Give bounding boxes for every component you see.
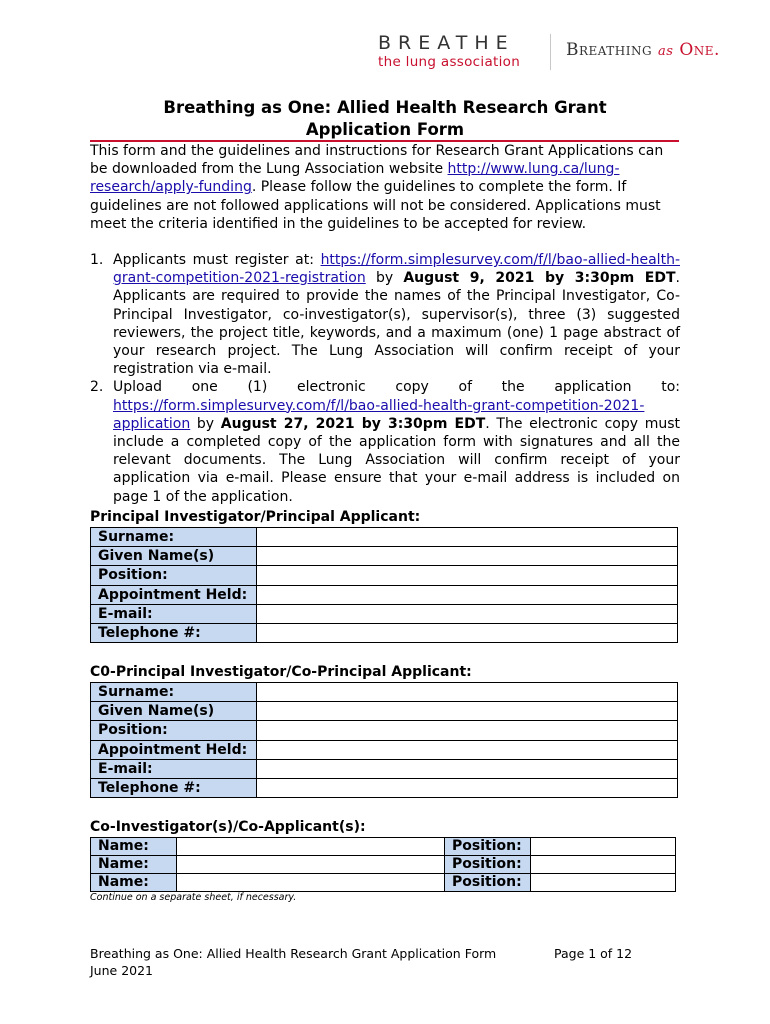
coinv-position-label: Position: — [445, 874, 531, 892]
logo-divider — [550, 34, 551, 70]
pi-email-field[interactable] — [257, 604, 678, 623]
copi-given-name-field[interactable] — [257, 702, 678, 721]
bao-word-breathing: Breathing — [566, 40, 653, 60]
coinv-position-label: Position: — [445, 856, 531, 874]
table-row — [91, 702, 678, 721]
step-2 — [90, 378, 680, 505]
bao-word-as: as — [658, 44, 674, 59]
step-text: by — [190, 415, 221, 432]
pi-heading: Principal Investigator/Principal Applicant: — [90, 509, 421, 525]
coinv-position-field[interactable] — [531, 874, 676, 892]
table-row — [91, 528, 678, 547]
step-text: by — [365, 270, 404, 287]
pi-telephone-field[interactable] — [257, 624, 678, 643]
copi-appointment-field[interactable] — [257, 740, 678, 759]
step-number: 1. — [90, 252, 104, 268]
application-deadline: August 27, 2021 by 3:30pm EDT — [220, 415, 486, 432]
coinv-name-label: Name: — [91, 838, 177, 856]
steps-list — [90, 251, 680, 506]
coinv-name-label: Name: — [91, 874, 177, 892]
copi-heading: C0-Principal Investigator/Co-Principal Applicant: — [90, 664, 472, 680]
copi-telephone-field[interactable] — [257, 779, 678, 798]
table-row — [91, 547, 678, 566]
pi-position-field[interactable] — [257, 566, 678, 585]
page-footer — [90, 945, 496, 979]
table-row — [91, 759, 678, 778]
coinv-name-field[interactable] — [177, 874, 445, 892]
document-title — [90, 97, 680, 141]
copi-surname-label: Surname: — [91, 683, 257, 702]
coinv-heading: Co-Investigator(s)/Co-Applicant(s): — [90, 819, 366, 835]
copi-table — [90, 682, 678, 798]
breathe-logo — [378, 33, 520, 70]
table-row — [91, 604, 678, 623]
registration-deadline: August 9, 2021 by 3:30pm EDT — [403, 270, 676, 287]
intro-text-1: This form and the guidelines and instructions for Research Grant Applications can be downloaded from the Lung Association website — [90, 143, 664, 178]
table-row — [91, 624, 678, 643]
breathing-as-one-logo — [566, 40, 720, 60]
registration-link[interactable]: https://form.simplesurvey.com/f/l/bao-allied-health-grant-competition-2021-registration — [113, 252, 680, 287]
table-row — [91, 683, 678, 702]
pi-given-name-field[interactable] — [257, 547, 678, 566]
coinv-position-field[interactable] — [531, 856, 676, 874]
copi-given-name-label: Given Name(s) — [91, 702, 257, 721]
copi-position-label: Position: — [91, 721, 257, 740]
coinv-name-label: Name: — [91, 856, 177, 874]
step-text: . Applicants are required to provide the names of the Principal Investigator, Co-Principal Investigator, co-investigator(s), supervisor(s), three (3) suggested reviewers, the project title, keywords, and a maximum (one) 1 page abstract of your research project. The Lung Association will confirm receipt of your registration via e-mail. — [113, 270, 680, 378]
pi-position-label: Position: — [91, 566, 257, 585]
table-row — [91, 566, 678, 585]
table-row — [91, 740, 678, 759]
table-row — [91, 585, 678, 604]
pi-given-name-label: Given Name(s) — [91, 547, 257, 566]
pi-email-label: E-mail: — [91, 604, 257, 623]
coinv-name-field[interactable] — [177, 856, 445, 874]
title-line-1: Breathing as One: Allied Health Research Grant — [163, 98, 607, 117]
step-text: . The electronic copy must include a completed copy of the application form with signatures and all the relevant documents. The Lung Association will confirm receipt of your application via e-mail. Please ensure that your e-mail address is included on page 1 of the application. — [113, 415, 681, 505]
coinv-position-field[interactable] — [531, 838, 676, 856]
copi-email-field[interactable] — [257, 759, 678, 778]
table-row — [91, 779, 678, 798]
pi-telephone-label: Telephone #: — [91, 624, 257, 643]
table-row — [91, 721, 678, 740]
table-row — [91, 874, 676, 892]
lung-website-link[interactable]: http://www.lung.ca/lung-research/apply-funding — [90, 161, 620, 196]
pi-surname-field[interactable] — [257, 528, 678, 547]
table-row — [91, 856, 676, 874]
pi-table — [90, 527, 678, 643]
logo-tagline: the lung association — [378, 54, 521, 70]
application-link[interactable]: https://form.simplesurvey.com/f/l/bao-allied-health-grant-competition-2021-application — [113, 397, 645, 432]
step-text: Applicants must register at: — [113, 252, 321, 268]
coinv-table — [90, 837, 676, 892]
coinv-name-field[interactable] — [177, 838, 445, 856]
footer-title: Breathing as One: Allied Health Research Grant Application Form — [90, 946, 497, 961]
continue-note: Continue on a separate sheet, if necessary. — [90, 892, 297, 903]
intro-text-2: . Please follow the guidelines to complete the form. If guidelines are not followed applications will not be considered. Applications must meet the criteria identified in the guidelines to be accepted for review. — [90, 179, 661, 232]
intro-paragraph — [90, 142, 680, 233]
pi-surname-label: Surname: — [91, 528, 257, 547]
page-number: Page 1 of 12 — [554, 946, 633, 961]
logo-word: BREATHE — [378, 32, 515, 54]
bao-word-one: One. — [679, 40, 720, 60]
table-row — [91, 838, 676, 856]
copi-surname-field[interactable] — [257, 683, 678, 702]
copi-email-label: E-mail: — [91, 759, 257, 778]
copi-position-field[interactable] — [257, 721, 678, 740]
pi-appointment-label: Appointment Held: — [91, 585, 257, 604]
step-text: Upload one (1) electronic copy of the application to: — [113, 379, 680, 396]
title-line-2: Application Form — [305, 120, 465, 139]
copi-appointment-label: Appointment Held: — [91, 740, 257, 759]
step-1 — [90, 251, 680, 378]
copi-telephone-label: Telephone #: — [91, 779, 257, 798]
pi-appointment-field[interactable] — [257, 585, 678, 604]
step-number: 2. — [90, 379, 104, 396]
coinv-position-label: Position: — [445, 838, 531, 856]
footer-date: June 2021 — [90, 963, 154, 978]
